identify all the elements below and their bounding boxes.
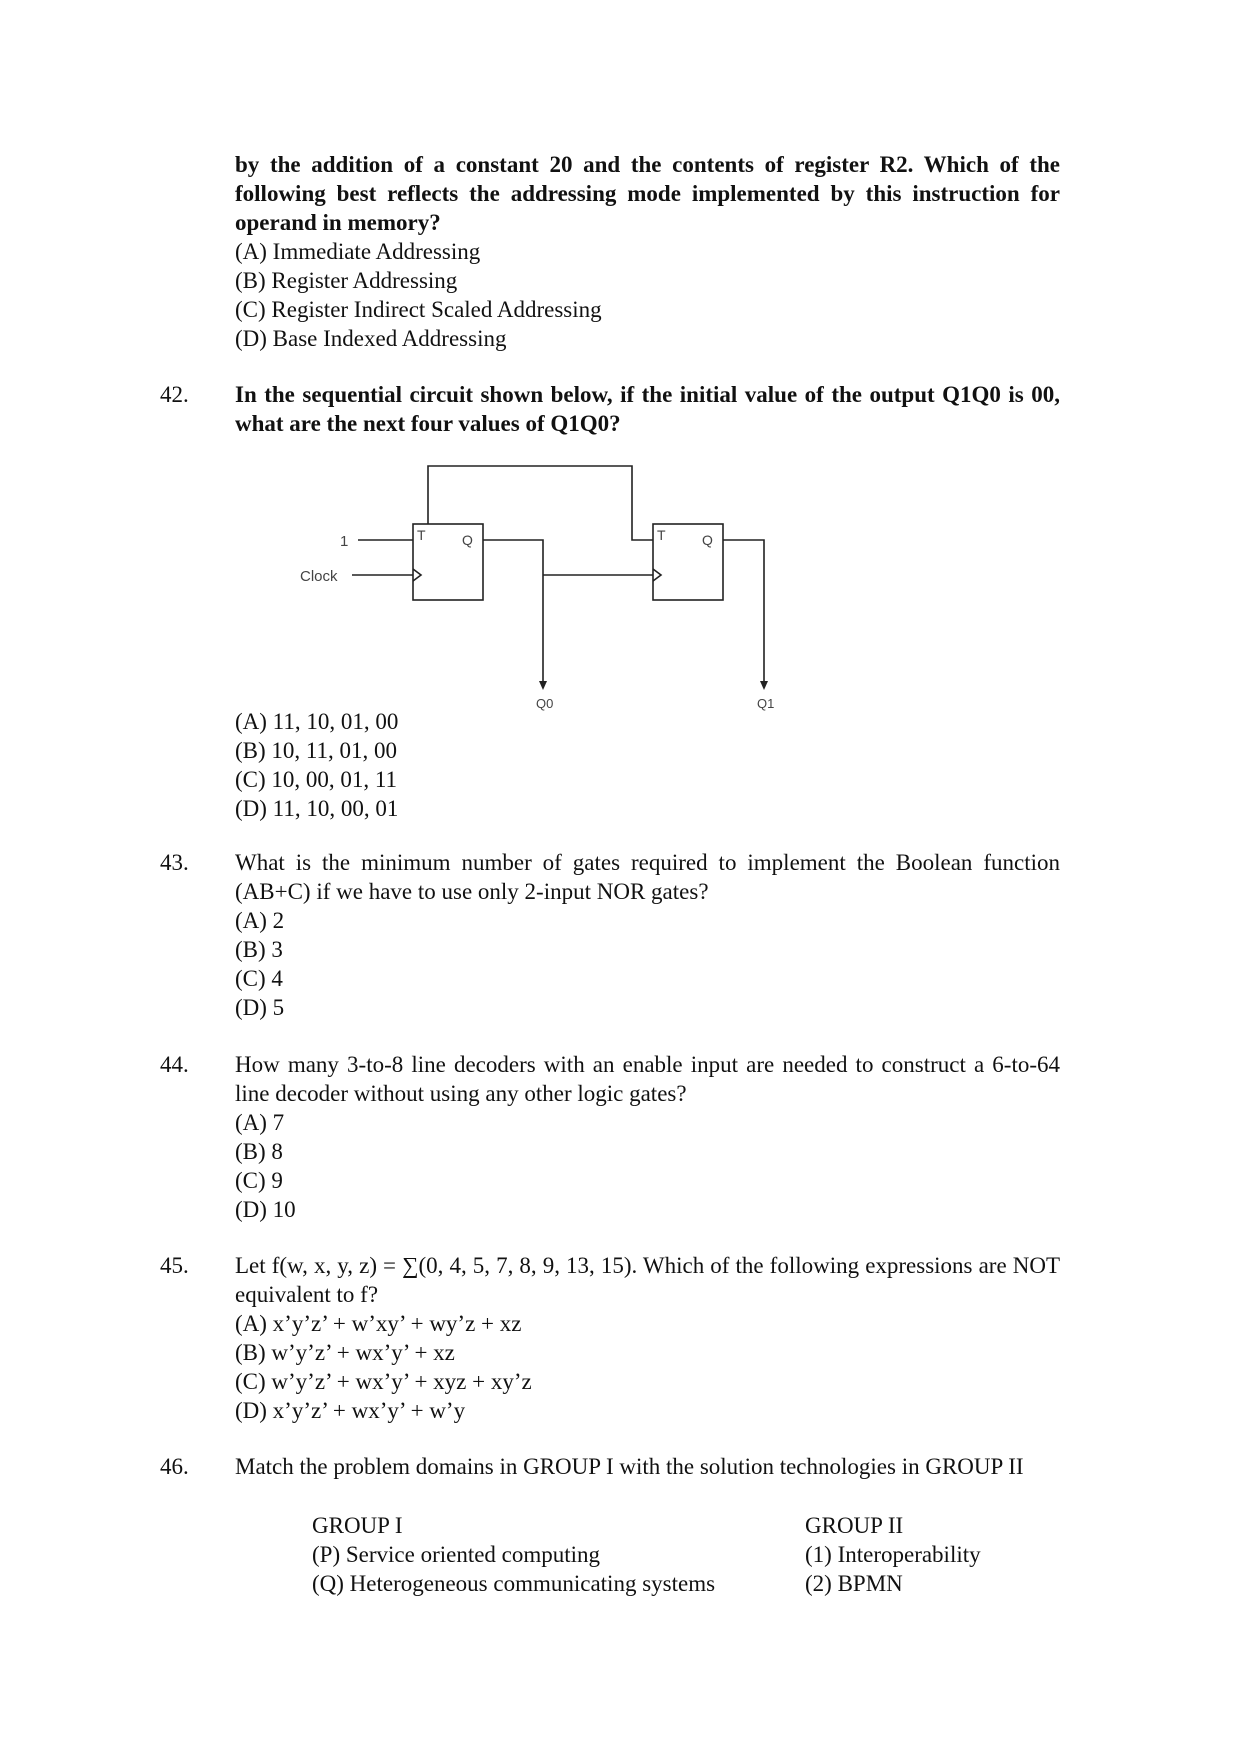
group-1-item-p: (P) Service oriented computing <box>312 1542 601 1567</box>
question-43-stem: What is the minimum number of gates required to implement the Boolean function (AB+C) if we have to use only 2-input NOR gates? <box>235 850 1060 904</box>
question-41-stem: by the addition of a constant 20 and the contents of register R2. Which of the following best reflects the addressing mode implemented by this instruction for operand in memory? <box>235 152 1060 235</box>
arrow-q0 <box>539 681 547 690</box>
clock-triangle-1 <box>653 569 661 581</box>
question-44-option-d: (D) 10 <box>235 1197 296 1222</box>
group-1-column <box>312 1511 715 1598</box>
question-43-option-c: (C) 4 <box>235 966 283 991</box>
question-45-option-c: (C) w’y’z’ + wx’y’ + xyz + xy’z <box>235 1369 532 1394</box>
question-45-option-b: (B) w’y’z’ + wx’y’ + xz <box>235 1340 455 1365</box>
wire-q0-output <box>483 540 543 683</box>
question-46-number: 46. <box>160 1454 189 1479</box>
ff1-t-label: T <box>657 527 666 543</box>
output-q1-label: Q1 <box>757 696 775 711</box>
group-1-item-q: (Q) Heterogeneous communicating systems <box>312 1571 716 1596</box>
question-45-option-a: (A) x’y’z’ + w’xy’ + wy’z + xz <box>235 1311 522 1336</box>
group-2-item-2: (2) BPMN <box>805 1571 903 1596</box>
sequential-circuit-diagram <box>300 460 780 711</box>
question-44-option-a: (A) 7 <box>235 1110 285 1135</box>
circuit-svg <box>300 460 780 711</box>
output-q0-label: Q0 <box>536 696 554 711</box>
clock-label: Clock <box>300 568 338 585</box>
group-2-column <box>805 1511 981 1598</box>
input-label: 1 <box>340 533 349 550</box>
question-45-stem: Let f(w, x, y, z) = ∑(0, 4, 5, 7, 8, 9, 13, 15). Which of the following expressions are NOT equivalent to f? <box>235 1253 1060 1307</box>
question-43-option-a: (A) 2 <box>235 908 285 933</box>
group-2-item-1: (1) Interoperability <box>805 1542 981 1567</box>
question-43-option-d: (D) 5 <box>235 995 285 1020</box>
group-1-header: GROUP I <box>312 1513 403 1538</box>
clock-triangle-0 <box>413 569 421 581</box>
question-42-option-b: (B) 10, 11, 01, 00 <box>235 738 398 763</box>
question-42-stem: In the sequential circuit shown below, if the initial value of the output Q1Q0 is 00, what are the next four values of Q1Q0? <box>235 382 1060 436</box>
question-42-option-d: (D) 11, 10, 00, 01 <box>235 796 399 821</box>
question-43-option-b: (B) 3 <box>235 937 283 962</box>
arrow-q1 <box>760 681 768 690</box>
ff0-q-label: Q <box>462 532 473 548</box>
question-44-option-b: (B) 8 <box>235 1139 283 1164</box>
question-44-stem: How many 3-to-8 line decoders with an enable input are needed to construct a 6-to-64 line decoder without using any other logic gates? <box>235 1052 1060 1106</box>
question-41-option-c: (C) Register Indirect Scaled Addressing <box>235 297 602 322</box>
question-43-number: 43. <box>160 850 189 875</box>
question-42-option-a: (A) 11, 10, 01, 00 <box>235 709 399 734</box>
ff0-t-label: T <box>417 527 426 543</box>
question-41-option-d: (D) Base Indexed Addressing <box>235 326 507 351</box>
question-41-option-a: (A) Immediate Addressing <box>235 239 481 264</box>
question-45-option-d: (D) x’y’z’ + wx’y’ + w’y <box>235 1398 466 1423</box>
question-44-number: 44. <box>160 1052 189 1077</box>
question-45-number: 45. <box>160 1253 189 1278</box>
ff1-q-label: Q <box>702 532 713 548</box>
question-46-stem: Match the problem domains in GROUP I with the solution technologies in GROUP II <box>235 1454 1024 1479</box>
question-42-option-c: (C) 10, 00, 01, 11 <box>235 767 398 792</box>
question-41-option-b: (B) Register Addressing <box>235 268 458 293</box>
wire-feedback-loop <box>428 466 653 540</box>
question-42-number: 42. <box>160 382 189 407</box>
wire-q1-output <box>723 540 764 683</box>
question-44-option-c: (C) 9 <box>235 1168 283 1193</box>
group-2-header: GROUP II <box>805 1513 904 1538</box>
